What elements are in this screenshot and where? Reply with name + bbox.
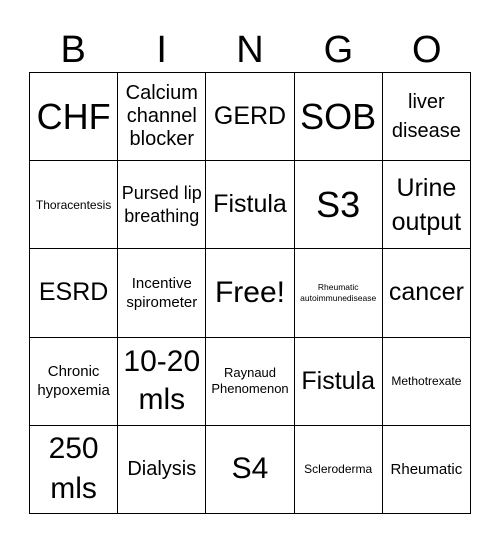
header-letter-n: N [236, 29, 264, 71]
cell-text: Chronic hypoxemia [37, 363, 110, 400]
header-letter-g: G [323, 29, 354, 71]
cell-text: Free! [214, 275, 285, 309]
bingo-cell[interactable] [206, 426, 294, 514]
cell-text: Scleroderma [304, 462, 373, 477]
cell-text: Calcium channel blocker [125, 82, 198, 151]
cell-text: 10-20 mls [123, 345, 201, 417]
cell-text: SOB [300, 95, 377, 137]
bingo-cell[interactable] [383, 73, 471, 161]
bingo-cell[interactable] [295, 338, 383, 426]
cell-text: Urine output [391, 173, 462, 236]
bingo-cell[interactable] [206, 161, 294, 249]
bingo-cell[interactable] [30, 73, 118, 161]
cell-text: 250 mls [48, 432, 99, 506]
bingo-cell[interactable] [383, 161, 471, 249]
bingo-cell[interactable] [206, 338, 294, 426]
cell-text: Thoracentesis [35, 197, 112, 212]
cell-text: GERD [213, 102, 287, 131]
bingo-cell[interactable] [118, 161, 206, 249]
cell-text: CHF [36, 95, 111, 137]
bingo-cell[interactable] [118, 426, 206, 514]
cell-text: Dialysis [127, 457, 197, 480]
bingo-header [29, 28, 471, 72]
bingo-cell[interactable] [295, 73, 383, 161]
cell-text: Pursed lip breathing [121, 182, 202, 226]
bingo-card-grid [29, 72, 471, 514]
bingo-cell[interactable] [295, 249, 383, 337]
cell-text: liver disease [391, 90, 461, 142]
cell-text: ESRD [38, 278, 109, 307]
header-letter-b: B [60, 29, 86, 71]
cell-text: Rheumatic autoimmunedisease [300, 281, 377, 303]
header-letter-o: O [412, 29, 442, 71]
bingo-cell[interactable] [30, 249, 118, 337]
bingo-cell[interactable] [30, 338, 118, 426]
header-letter-i: I [156, 29, 167, 71]
bingo-cell[interactable] [295, 426, 383, 514]
cell-text: cancer [388, 278, 464, 307]
bingo-cell[interactable] [30, 426, 118, 514]
bingo-cell[interactable] [118, 249, 206, 337]
cell-text: Fistula [301, 366, 376, 395]
bingo-cell[interactable] [118, 338, 206, 426]
cell-text: S3 [316, 183, 361, 225]
bingo-cell[interactable] [206, 73, 294, 161]
cell-text: Methotrexate [391, 374, 462, 389]
bingo-cell[interactable] [30, 161, 118, 249]
bingo-cell[interactable] [383, 426, 471, 514]
cell-text: Fistula [213, 190, 287, 219]
cell-text: Raynaud Phenomenon [211, 365, 289, 397]
bingo-cell[interactable] [118, 73, 206, 161]
bingo-cell[interactable] [383, 338, 471, 426]
bingo-cell[interactable] [295, 161, 383, 249]
bingo-cell[interactable] [206, 249, 294, 337]
cell-text: S4 [231, 452, 269, 486]
bingo-cell[interactable] [383, 249, 471, 337]
cell-text: Rheumatic [390, 460, 463, 478]
cell-text: Incentive spirometer [126, 274, 198, 311]
